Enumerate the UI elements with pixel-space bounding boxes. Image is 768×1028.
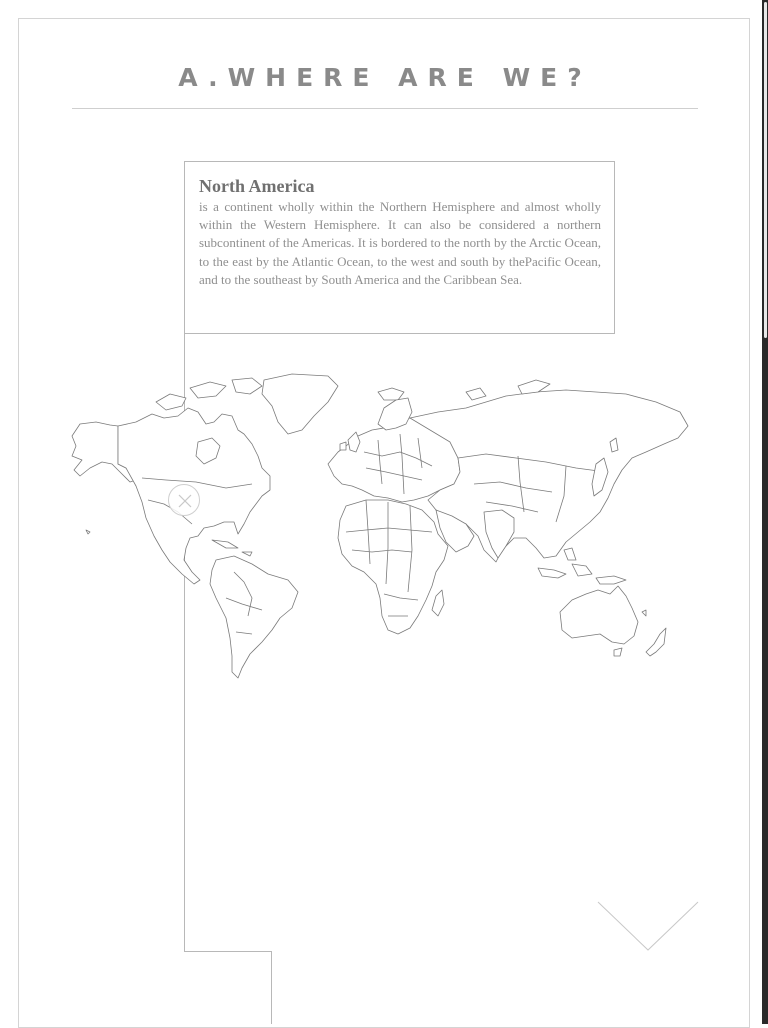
scrollbar-thumb[interactable] [764, 2, 767, 338]
info-card [184, 161, 615, 334]
map-region-south-america [210, 556, 298, 678]
connector-line-horizontal [184, 951, 272, 952]
map-region-iceland [378, 388, 404, 400]
region-marker[interactable] [168, 484, 200, 516]
region-heading: North America [199, 176, 315, 196]
map-region-africa [338, 500, 448, 634]
map-region-arctic-islands [156, 378, 262, 410]
map-region-greenland [262, 374, 338, 434]
map-region-caribbean [212, 540, 252, 556]
map-region-uk [340, 432, 360, 452]
map-region-new-zealand [646, 628, 666, 656]
map-region-australia [560, 586, 638, 644]
connector-line-down [271, 951, 272, 1024]
chevron-down-icon[interactable] [596, 900, 700, 952]
map-region-tasmania [614, 648, 622, 656]
region-description: is a continent wholly within the Northern Hemisphere and almost wholly within the Western Hemisphere. It can also be considered a northern subcontinent of the Americas. It is bordered to the north by the Arctic Ocean, to the east by the Atlantic Ocean, to the west and south by thePacific Ocean, and to the southeast by South America and the Caribbean Sea. [199, 199, 601, 287]
title-divider [72, 108, 698, 109]
world-map[interactable] [66, 372, 692, 684]
map-region-madagascar [432, 590, 444, 616]
close-icon [169, 485, 201, 517]
page-title: A.WHERE ARE WE? [178, 63, 592, 92]
